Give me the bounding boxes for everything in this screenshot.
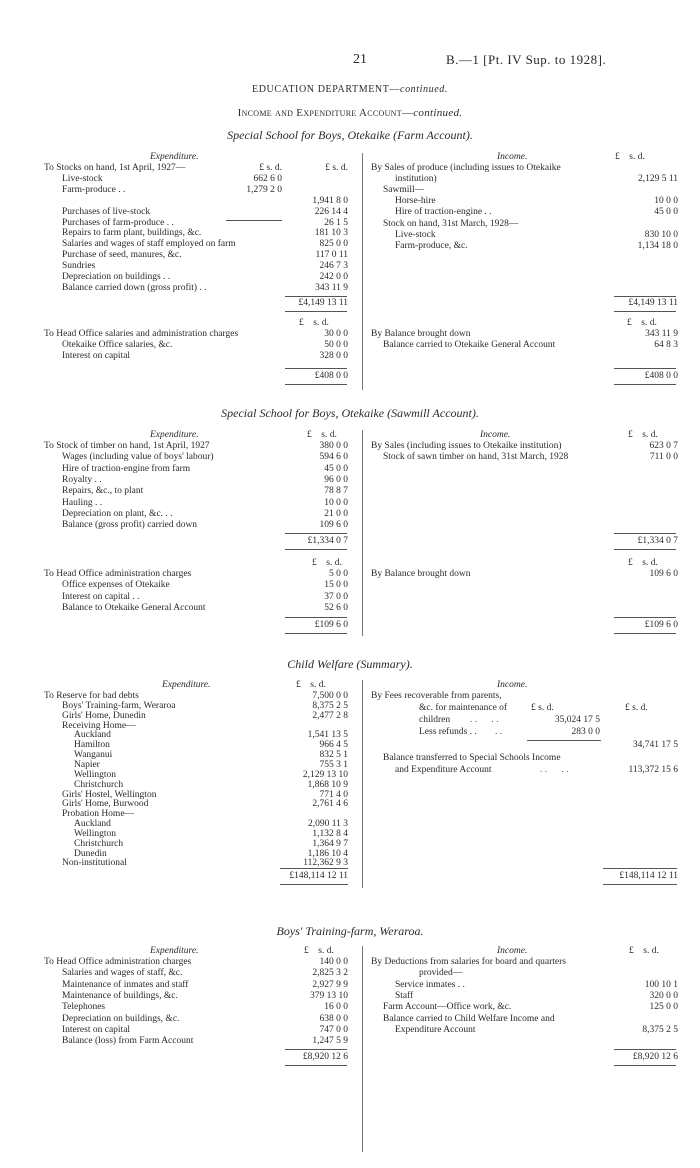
child-inc-total-underline <box>603 884 677 885</box>
sawmill-inc-money-head <box>628 430 658 441</box>
child-expenditure-heading: Expenditure. <box>162 680 211 690</box>
ledger-row-amount: 45 0 0 <box>654 207 678 218</box>
ledger-row-amount: 1,132 8 4 <box>312 828 348 839</box>
ledger-row-label: Depreciation on buildings, &c. <box>62 1013 180 1024</box>
ledger-row-label: Farm-produce, &c. <box>395 240 468 251</box>
sd-head: s. d. <box>642 558 658 568</box>
ledger-row-label: Christchurch <box>74 838 124 849</box>
ledger-row-amount: 8,375 2 5 <box>312 700 348 711</box>
child-inc-fees-total: 34,741 17 5 <box>632 740 678 750</box>
weraroa-income-heading: Income. <box>497 946 528 956</box>
ledger-row-amount: 771 4 0 <box>319 789 348 800</box>
ledger-row-amount: 2,927 9 9 <box>312 979 348 990</box>
ledger-row-label: By Sales (including issues to Otekaike institution) <box>371 441 562 451</box>
ledger-row-amount: 328 0 0 <box>319 351 348 361</box>
farm-inc2-money-head <box>627 318 657 329</box>
farm-inc-total-rule <box>614 296 676 297</box>
ledger-row-label: Purchase of seed, manures, &c. <box>62 250 182 261</box>
ledger-row-label: Interest on capital . . <box>62 591 140 602</box>
ledger-row-label: To Stocks on hand, 1st April, 1927— <box>44 163 186 173</box>
ledger-row-label: Repairs, &c., to plant <box>62 486 144 497</box>
weraroa-inc-money-head <box>629 946 659 957</box>
weraroa-expenditure-heading: Expenditure. <box>150 946 199 956</box>
farm-inc-total: £4,149 13 11 <box>628 298 678 308</box>
ledger-row-amount: 830 10 0 <box>644 229 678 240</box>
ledger-row-amount: 7,500 0 0 <box>312 691 348 701</box>
ledger-row-amount: 1,364 9 7 <box>312 838 348 849</box>
ledger-row-label: Maintenance of buildings, &c. <box>62 990 178 1001</box>
sd-head: s. d. <box>642 430 658 440</box>
ledger-row-amount: 2,129 13 10 <box>302 769 348 780</box>
ledger-row-amount: 711 0 0 <box>649 452 678 462</box>
farm-exp2-total: £408 0 0 <box>314 371 348 381</box>
farm-exp2-money-head <box>299 318 329 329</box>
ledger-row-label: Balance (loss) from Farm Account <box>62 1036 194 1047</box>
ledger-row-amount: 15 0 0 <box>324 580 348 591</box>
ledger-row-label: institution) <box>395 174 437 185</box>
sawmill-exp-total-underline <box>285 549 347 550</box>
ledger-row-amount: 1,868 10 9 <box>307 779 348 790</box>
ledger-row-label: Purchases of farm-produce . . <box>62 217 174 228</box>
ledger-row-label: Balance carried to Child Welfare Income and <box>383 1013 555 1024</box>
child-income-heading: Income. <box>497 680 528 690</box>
ledger-row-label: Probation Home— <box>62 809 135 820</box>
ledger-row-amount: 825 0 0 <box>319 239 348 250</box>
ledger-row-label: Receiving Home— <box>62 720 136 731</box>
ledger-row-amount: 26 1 5 <box>324 217 348 228</box>
child-column-divider <box>362 680 363 888</box>
ledger-row-label: Maintenance of inmates and staff <box>62 979 189 990</box>
ledger-row-label: Hauling . . <box>62 497 103 508</box>
sawmill-inc-total-rule <box>614 533 676 534</box>
ledger-row-amount: 10 0 0 <box>324 497 348 508</box>
ledger-row-label: Napier <box>74 759 100 770</box>
ledger-row-amount: 1,941 8 0 <box>312 195 348 206</box>
child-inc-amt-head: £ s. d. <box>625 703 648 713</box>
ledger-row-amount: 246 7 3 <box>319 261 348 272</box>
ledger-row-subamount: 1,279 2 0 <box>246 184 282 195</box>
child-exp-total-underline <box>280 884 348 885</box>
weraroa-inc-total: £8,920 12 6 <box>632 1052 678 1062</box>
sd-head: s. d. <box>310 680 326 690</box>
department-heading <box>0 84 700 96</box>
weraroa-inc-total-rule <box>614 1049 676 1050</box>
sd-head: s. d. <box>641 318 657 328</box>
farm-exp-total-rule <box>285 296 347 297</box>
ledger-row-label: Balance carried to Otekaike General Account <box>383 340 556 350</box>
child-exp-total: £148,114 12 11 <box>289 871 348 881</box>
sawmill-inc2-total-underline <box>614 633 676 634</box>
ledger-row-label: Salaries and wages of staff, &c. <box>62 968 183 979</box>
ledger-row-label: By Sales of produce (including issues to Otekaike <box>371 163 561 173</box>
child-inc-line1: By Fees recoverable from parents, <box>371 691 502 701</box>
ledger-row-amount: 242 0 0 <box>319 272 348 282</box>
ledger-row-label: Wellington <box>74 828 116 839</box>
sawmill-exp2-money-head <box>312 558 342 569</box>
leader-dots: . . . . <box>470 715 499 725</box>
ledger-row-label: To Reserve for bad debts <box>44 691 139 701</box>
ledger-row-amount: 117 0 11 <box>315 250 348 261</box>
farm-income-money-head <box>615 152 645 163</box>
sawmill-exp2-total: £109 6 0 <box>314 620 348 630</box>
account-title: Income and Expenditure Account— <box>237 107 414 119</box>
sd-head: s. d. <box>318 946 334 956</box>
ledger-row-label: Stock on hand, 31st March, 1928— <box>383 218 519 229</box>
ledger-row-amount: 594 6 0 <box>319 452 348 463</box>
ledger-row-amount: 45 0 0 <box>324 463 348 474</box>
sawmill-inc2-total: £109 6 0 <box>644 620 678 630</box>
ledger-row-label: Staff <box>395 990 414 1001</box>
farm-account-title: Special School for Boys, Otekaike (Farm Account). <box>227 128 473 142</box>
farm-income-heading: Income. <box>497 152 528 162</box>
ledger-row-label: Depreciation on buildings . . <box>62 272 171 282</box>
pound-head: £ <box>304 946 309 956</box>
ledger-row-label: To Stock of timber on hand, 1st April, 1927 <box>44 441 210 451</box>
child-inc-refunds-label: Less refunds . . <box>419 727 477 737</box>
ledger-row-label: Dunedin <box>74 848 107 859</box>
sd-head: s. d. <box>643 946 659 956</box>
sd-head: s. d. <box>321 430 337 440</box>
ledger-row-label: Royalty . . <box>62 474 102 485</box>
farm-expenditure-heading: Expenditure. <box>150 152 199 162</box>
ledger-row-amount: 832 5 1 <box>319 750 348 761</box>
ledger-row-label: Boys' Training-farm, Weraroa <box>62 700 176 711</box>
farm-exp-total: £4,149 13 11 <box>298 298 348 308</box>
pound-head: £ <box>627 318 632 328</box>
ledger-row-subamount: £ s. d. <box>259 163 282 173</box>
ledger-row-label: Live-stock <box>395 229 436 240</box>
ledger-row-amount: 96 0 0 <box>324 474 348 485</box>
ledger-row-label: By Deductions from salaries for board and quarters <box>371 957 566 967</box>
ledger-row-label: By Balance brought down <box>371 329 471 339</box>
child-inc-total-rule <box>603 868 677 869</box>
ledger-row-label: Sundries <box>62 261 96 272</box>
sawmill-exp-total-rule <box>285 533 347 534</box>
ledger-row-label: Sawmill— <box>383 185 425 196</box>
ledger-row-amount: 37 0 0 <box>324 591 348 602</box>
ledger-row-label: Stock of sawn timber on hand, 31st March, 1928 <box>383 452 569 462</box>
child-inc-line2: &c. for maintenance of <box>419 703 508 713</box>
ledger-row-amount: 109 6 0 <box>649 569 678 579</box>
farm-inc2-total-rule <box>614 368 676 369</box>
ledger-row-label: By Balance brought down <box>371 569 471 579</box>
department-continued: continued. <box>400 84 448 95</box>
weraroa-exp-money-head <box>304 946 334 957</box>
sawmill-inc2-total-rule <box>614 617 676 618</box>
ledger-row-label: Office expenses of Otekaike <box>62 580 170 591</box>
sawmill-inc-total: £1,334 0 7 <box>637 536 678 546</box>
ledger-row-amount: 5 0 0 <box>329 569 348 579</box>
child-inc-balance-amt: 113,372 15 6 <box>628 765 678 775</box>
ledger-row-label: Non-institutional <box>62 858 127 869</box>
ledger-row-label: To Head Office salaries and administration charges <box>44 329 239 339</box>
ledger-row-amount: 966 4 5 <box>319 740 348 751</box>
ledger-row-amount: 50 0 0 <box>324 340 348 350</box>
ledger-row-label: Farm Account—Office work, &c. <box>383 1002 512 1013</box>
ledger-row-amount: 140 0 0 <box>319 957 348 967</box>
sawmill-exp2-total-underline <box>285 633 347 634</box>
ledger-row-amount: 1,541 13 5 <box>307 730 348 741</box>
ledger-row-amount: 379 13 10 <box>310 990 348 1001</box>
ledger-row-amount: 2,477 2 8 <box>312 710 348 721</box>
farm-inc2-total-underline <box>614 384 676 385</box>
ledger-row-label: Wages (including value of boys' labour) <box>62 452 214 463</box>
pound-head: £ <box>312 558 317 568</box>
document-reference: B.—1 [Pt. IV Sup. to 1928]. <box>446 52 607 67</box>
weraroa-inc-total-underline <box>614 1065 676 1066</box>
ledger-row-label: Service inmates . . <box>395 979 465 990</box>
sawmill-inc-total-underline <box>614 549 676 550</box>
ledger-row-label: Interest on capital <box>62 351 131 361</box>
child-inc-refunds-amt: 283 0 0 <box>571 727 600 737</box>
account-continued: continued. <box>413 107 463 119</box>
ledger-row-label: Horse-hire <box>395 196 436 207</box>
ledger-row-label: Depreciation on plant, &c. . . <box>62 508 173 519</box>
ledger-row-amount: 343 11 9 <box>645 329 678 339</box>
sawmill-column-divider <box>362 430 363 636</box>
ledger-row-amount: 380 0 0 <box>319 441 348 451</box>
ledger-row-label: Live-stock <box>62 173 103 184</box>
sawmill-expenditure-heading: Expenditure. <box>150 430 199 440</box>
page-number: 21 <box>353 52 367 67</box>
ledger-row-amount: 10 0 0 <box>654 196 678 207</box>
pound-head: £ <box>628 430 633 440</box>
ledger-row-amount: 78 8 7 <box>324 486 348 497</box>
child-inc-balance-label1: Balance transferred to Special Schools Income <box>383 753 561 763</box>
ledger-row-label: Salaries and wages of staff employed on farm <box>62 239 236 250</box>
ledger-row-amount: 109 6 0 <box>319 520 348 531</box>
farm-exp-total-underline <box>285 311 347 312</box>
ledger-row-label: Girls' Hostel, Wellington <box>62 789 157 800</box>
ledger-row-label: Wanganui <box>74 750 113 761</box>
ledger-row-label: Repairs to farm plant, buildings, &c. <box>62 228 202 239</box>
ledger-row-label: Expenditure Account <box>395 1024 476 1035</box>
farm-column-divider <box>362 153 363 390</box>
farm-inc2-total: £408 0 0 <box>644 371 678 381</box>
ledger-row-amount: 1,134 18 0 <box>637 240 678 251</box>
sd-head: s. d. <box>326 558 342 568</box>
ledger-row-label: Purchases of live-stock <box>62 206 151 217</box>
child-exp-money-head <box>296 680 326 691</box>
weraroa-title: Boys' Training-farm, Weraroa. <box>276 924 424 938</box>
ledger-row-amount: 112,362 9 3 <box>303 858 348 869</box>
ledger-row-subamount: 662 6 0 <box>253 173 282 184</box>
pound-head: £ <box>299 318 304 328</box>
ledger-row-amount: 343 11 9 <box>315 282 348 293</box>
ledger-row-label: Girls' Home, Burwood <box>62 799 149 810</box>
farm-exp2-total-underline <box>285 384 347 385</box>
child-inc-sub-head: £ s. d. <box>531 703 554 713</box>
child-inc-children-label: children <box>419 715 451 725</box>
ledger-row-amount: 623 0 7 <box>649 441 678 451</box>
weraroa-exp-total: £8,920 12 6 <box>302 1052 348 1062</box>
sawmill-exp-total: £1,334 0 7 <box>307 536 348 546</box>
ledger-row-label: Girls' Home, Dunedin <box>62 710 146 721</box>
ledger-row-amount: 64 8 3 <box>654 340 678 350</box>
ledger-row-label: Christchurch <box>74 779 124 790</box>
ledger-row-label: Wellington <box>74 769 116 780</box>
ledger-row-label: Hire of traction-engine from farm <box>62 463 191 474</box>
ledger-row-amount: 8,375 2 5 <box>642 1024 678 1035</box>
ledger-row-amount: 100 10 1 <box>644 979 678 990</box>
pound-head: £ <box>307 430 312 440</box>
ledger-row-amount: 638 0 0 <box>319 1013 348 1024</box>
ledger-row-amount: 181 10 3 <box>314 228 348 239</box>
ledger-row-label: Telephones <box>62 1002 106 1013</box>
ledger-row-amount: 755 3 1 <box>319 759 348 770</box>
ledger-row-amount: 2,825 3 2 <box>312 968 348 979</box>
ledger-row-label: Interest on capital <box>62 1024 131 1035</box>
ledger-row-amount: 747 0 0 <box>319 1024 348 1035</box>
sd-head: s. d. <box>629 152 645 162</box>
sd-head: s. d. <box>313 318 329 328</box>
ledger-row-amount: 226 14 4 <box>314 206 348 217</box>
ledger-row-label: provided— <box>419 968 463 979</box>
ledger-row-label: To Head Office administration charges <box>44 957 192 967</box>
ledger-row-label: Balance (gross profit) carried down <box>62 520 198 531</box>
ledger-row-amount: £ s. d. <box>325 163 348 173</box>
farm-exp2-total-rule <box>285 368 347 369</box>
child-inc-children-amt: 35,024 17 5 <box>554 715 600 725</box>
ledger-row-amount: 2,090 11 3 <box>307 819 348 830</box>
pound-head: £ <box>296 680 301 690</box>
weraroa-exp-total-underline <box>285 1065 347 1066</box>
ledger-row-label: To Head Office administration charges <box>44 569 192 579</box>
sawmill-exp-money-head <box>307 430 337 441</box>
ledger-row-amount: 52 6 0 <box>324 602 348 613</box>
sawmill-exp2-total-rule <box>285 617 347 618</box>
child-welfare-title: Child Welfare (Summary). <box>287 657 413 671</box>
ledger-row-amount: 320 0 0 <box>649 990 678 1001</box>
sawmill-inc2-money-head <box>628 558 658 569</box>
sawmill-income-heading: Income. <box>480 430 511 440</box>
child-exp-total-rule <box>280 868 348 869</box>
ledger-row-label: Balance carried down (gross profit) . . <box>62 282 207 293</box>
sawmill-account-title: Special School for Boys, Otekaike (Sawmill Account). <box>221 406 479 420</box>
leader-dots: . . <box>495 727 503 737</box>
pound-head: £ <box>628 558 633 568</box>
farm-inc-total-underline <box>614 311 676 312</box>
department-name: EDUCATION DEPARTMENT— <box>252 84 401 95</box>
ledger-row-label: Farm-produce . . <box>62 184 126 195</box>
ledger-row-amount: 1,247 5 9 <box>312 1036 348 1047</box>
child-inc-total: £148,114 12 11 <box>619 871 678 881</box>
ledger-row-amount: 30 0 0 <box>324 329 348 339</box>
weraroa-exp-total-rule <box>285 1049 347 1050</box>
farm-sub-rule <box>226 220 282 221</box>
account-heading <box>0 107 700 120</box>
ledger-row-amount: 2,761 4 6 <box>312 799 348 810</box>
ledger-row-label: Otekaike Office salaries, &c. <box>62 340 173 350</box>
ledger-row-label: Auckland <box>74 819 111 830</box>
ledger-row-amount: 21 0 0 <box>324 508 348 519</box>
ledger-row-label: Auckland <box>74 730 111 741</box>
ledger-row-label: Balance to Otekaike General Account <box>62 602 206 613</box>
weraroa-column-divider <box>362 946 363 1152</box>
ledger-row-amount: 1,186 10 4 <box>307 848 348 859</box>
leader-dots: . . . . <box>540 765 569 775</box>
ledger-row-amount: 2,129 5 11 <box>637 174 678 185</box>
pound-head: £ <box>615 152 620 162</box>
pound-head: £ <box>629 946 634 956</box>
ledger-row-label: Hamilton <box>74 740 110 751</box>
ledger-row-amount: 125 0 0 <box>649 1002 678 1013</box>
ledger-row-label: Hire of traction-engine . . <box>395 207 492 218</box>
ledger-row-amount: 16 0 0 <box>324 1002 348 1013</box>
child-inc-balance-label2: and Expenditure Account <box>395 765 492 775</box>
